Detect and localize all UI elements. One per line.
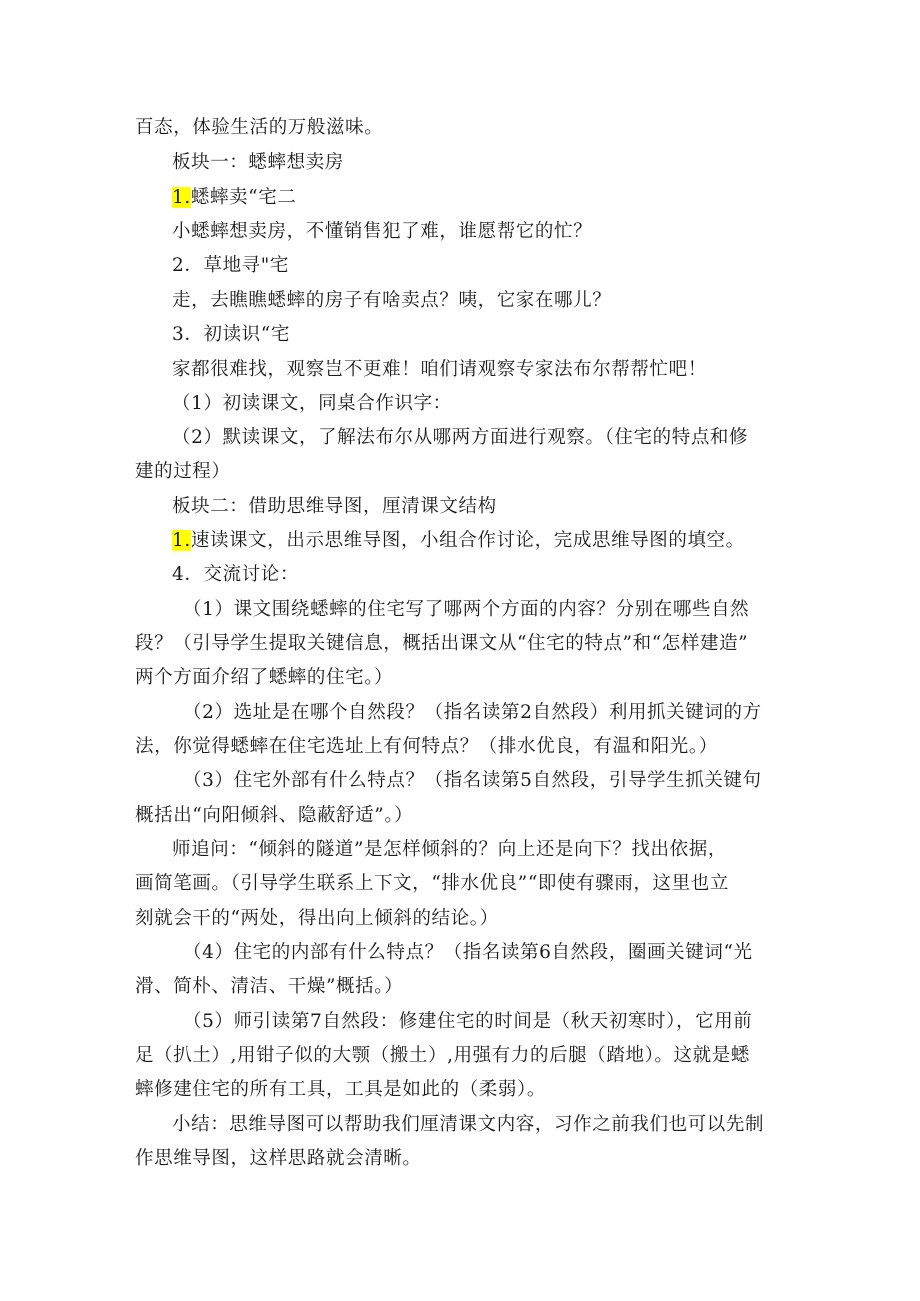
sub-item: （2）选址是在哪个自然段？（指名读第2自然段）利用抓关键词的方 bbox=[183, 702, 762, 723]
paragraph-line: 画简笔画。（引导学生联系上下文，“排水优良”“即使有骤雨，这里也立 bbox=[135, 873, 729, 894]
paragraph-line: 建的过程） bbox=[135, 461, 231, 482]
paragraph-line: 两个方面介绍了蟋蟀的住宅。） bbox=[135, 667, 394, 688]
highlighted-number: 1. bbox=[172, 530, 191, 551]
highlighted-number: 1. bbox=[172, 187, 191, 208]
sub-item: （5）师引读第7自然段：修建住宅的时间是（秋天初寒时），它用前 bbox=[183, 1011, 753, 1032]
sub-item: （1）课文围绕蟋蟀的住宅写了哪两个方面的内容？分别在哪些自然 bbox=[183, 599, 750, 620]
paragraph-line: 刻就会干的“两处，得出向上倾斜的结论。） bbox=[135, 908, 499, 929]
list-item-3: 3．初读识“宅 bbox=[172, 324, 290, 345]
list-item-1: 1.蟋蟀卖“宅二 bbox=[172, 187, 297, 208]
paragraph-line: 概括出“向阳倾斜、隐蔽舒适”。） bbox=[135, 805, 414, 826]
section-heading-2: 板块二：借助思维导图，厘清课文结构 bbox=[172, 496, 497, 517]
paragraph-line: 师追问：“倾斜的隧道”是怎样倾斜的？向上还是向下？找出依据， bbox=[172, 839, 727, 860]
paragraph-line: 百态，体验生活的万般滋味。 bbox=[135, 117, 384, 138]
paragraph-line: 滑、简朴、清洁、干燥”概括。） bbox=[135, 976, 404, 997]
section-heading-1: 板块一：蟋蟀想卖房 bbox=[172, 152, 344, 173]
paragraph-line: 家都很难找，观察岂不更难！咱们请观察专家法布尔帮帮忙吧！ bbox=[172, 359, 707, 380]
list-item-1: 1.速读课文，出示思维导图，小组合作讨论，完成思维导图的填空。 bbox=[172, 530, 745, 551]
sub-item: （1）初读课文，同桌合作识字： bbox=[172, 393, 452, 414]
sub-item: （2）默读课文，了解法布尔从哪两方面进行观察。（住宅的特点和修 bbox=[172, 427, 749, 448]
sub-item: （3）住宅外部有什么特点？（指名读第5自然段，引导学生抓关键句 bbox=[183, 770, 762, 791]
list-item-4: 4．交流讨论： bbox=[172, 564, 299, 585]
paragraph-line: 作思维导图，这样思路就会清晰。 bbox=[135, 1148, 422, 1169]
list-item-2: 2．草地寻"宅 bbox=[172, 255, 289, 276]
sub-item: （4）住宅的内部有什么特点？（指名读第6自然段，圈画关键词“光 bbox=[183, 942, 753, 963]
paragraph-line: 法，你觉得蟋蟀在住宅选址上有何特点？（排水优良，有温和阳光。） bbox=[135, 736, 718, 757]
paragraph-line: 走，去瞧瞧蟋蟀的房子有啥卖点？咦，它家在哪儿？ bbox=[172, 290, 612, 311]
paragraph-line: 段？（引导学生提取关键信息，概括出课文从“住宅的特点”和“怎样建造” bbox=[135, 633, 749, 654]
paragraph-line: 小蟋蟀想卖房，不懂销售犯了难，谁愿帮它的忙？ bbox=[172, 221, 593, 242]
paragraph-line: 足（扒土）,用钳子似的大颚（搬土）,用强有力的后腿（踏地）。这就是蟋 bbox=[135, 1045, 750, 1066]
summary-line: 小结：思维导图可以帮助我们厘清课文内容，习作之前我们也可以先制 bbox=[172, 1114, 765, 1135]
paragraph-line: 蟀修建住宅的所有工具，工具是如此的（柔弱）。 bbox=[135, 1079, 546, 1100]
